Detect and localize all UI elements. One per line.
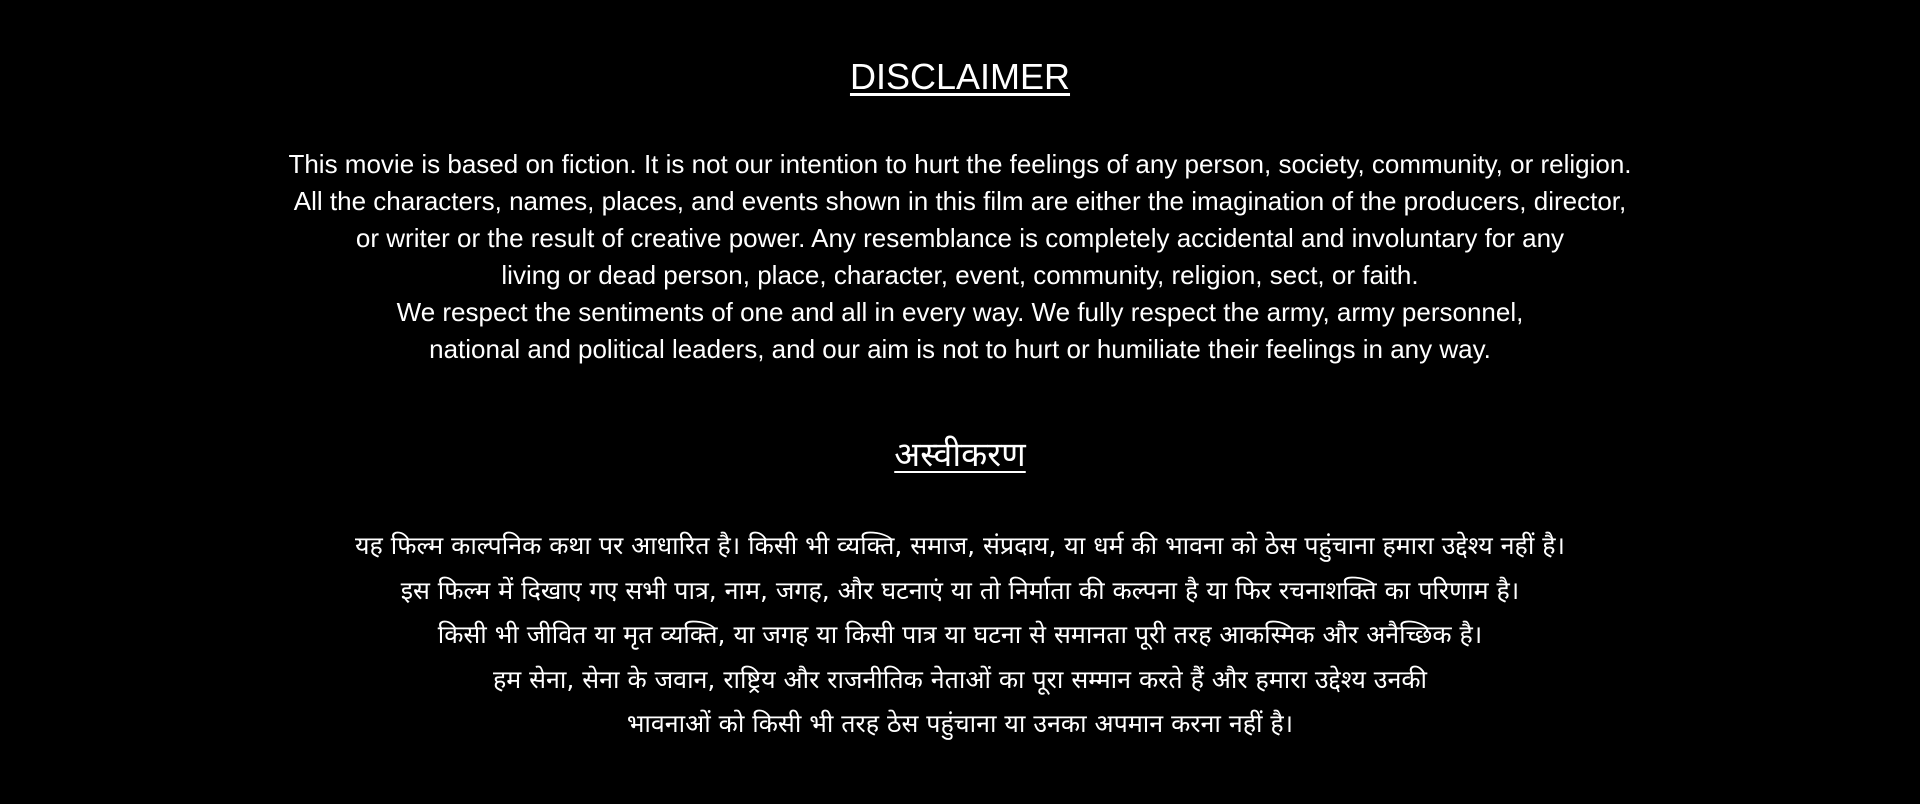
disclaimer-hindi-text (0, 524, 1920, 747)
disclaimer-english-line: living or dead person, place, character, event, community, religion, sect, or faith. (501, 260, 1419, 290)
disclaimer-hindi-line: किसी भी जीवित या मृत व्यक्ति, या जगह या किसी पात्र या घटना से समानता पूरी तरह आकस्मिक और अनैच्छिक है। (437, 620, 1483, 649)
disclaimer-hindi-line: यह फिल्म काल्पनिक कथा पर आधारित है। किसी भी व्यक्ति, समाज, संप्रदाय, या धर्म की भावना को ठेस पहुंचाना हमारा उद्देश्य नहीं है। (355, 531, 1565, 560)
disclaimer-english-line: national and political leaders, and our aim is not to hurt or humiliate their feelings in any way. (429, 334, 1491, 364)
disclaimer-title: DISCLAIMER (849, 56, 1071, 97)
disclaimer-english-line: All the characters, names, places, and events shown in this film are either the imagination of the producers, director, (293, 186, 1627, 216)
disclaimer-hindi-line: हम सेना, सेना के जवान, राष्ट्रिय और राजनीतिक नेताओं का पूरा सम्मान करते हैं और हमारा उद्देश्य उनकी (492, 664, 1428, 694)
disclaimer-hindi-line: इस फिल्म में दिखाए गए सभी पात्र, नाम, जगह, और घटनाएं या तो निर्माता की कल्पना है या फिर रचनाशक्ति का परिणाम है। (400, 575, 1520, 605)
disclaimer-hindi-line: भावनाओं को किसी भी तरह ठेस पहुंचाना या उनका अपमान करना नहीं है। (626, 709, 1294, 738)
disclaimer-english-text (0, 146, 1920, 368)
disclaimer-english-line: This movie is based on fiction. It is not our intention to hurt the feelings of any person, society, community, or religion. (288, 149, 1632, 179)
disclaimer-hindi-title: अस्वीकरण (894, 435, 1026, 475)
disclaimer-english-line: We respect the sentiments of one and all in every way. We fully respect the army, army personnel, (396, 297, 1524, 327)
disclaimer-english-line: or writer or the result of creative power. Any resemblance is completely accidental and involuntary for any (355, 223, 1565, 253)
